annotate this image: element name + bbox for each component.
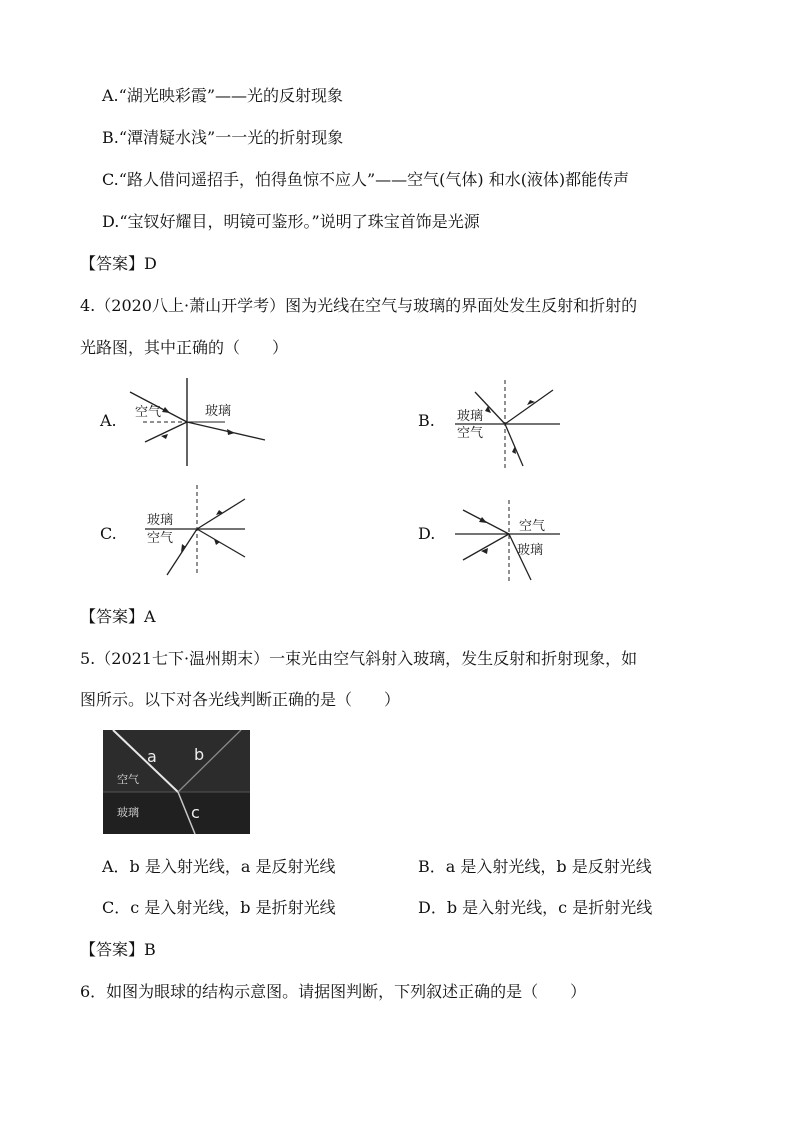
q3-option-b: B.“潭清疑水浅”一一光的折射现象 <box>102 128 344 147</box>
q5-answer: 【答案】B <box>80 940 156 959</box>
q3-answer: 【答案】D <box>80 254 157 273</box>
q4-b-top-medium: 玻璃 <box>457 409 484 424</box>
q4-stem-line2: 光路图，其中正确的（ ） <box>80 338 289 357</box>
q5-option-c: C．c 是入射光线，b 是折射光线 <box>102 898 336 917</box>
q4-c-top-medium: 玻璃 <box>147 513 174 528</box>
q4-option-a-label: A. <box>100 411 117 430</box>
q5-label-air: 空气 <box>117 773 139 786</box>
q5-stem-line2: 图所示。以下对各光线判断正确的是（ ） <box>80 690 401 709</box>
q5-option-d: D．b 是入射光线，c 是折射光线 <box>418 898 653 917</box>
q5-label-c: c <box>191 803 200 822</box>
q5-option-b: B．a 是入射光线，b 是反射光线 <box>418 857 652 876</box>
q5-label-b: b <box>194 745 205 764</box>
q4-diagram-c <box>145 485 255 577</box>
q4-b-bottom-medium: 空气 <box>457 426 484 441</box>
q4-diagram-b <box>455 380 565 470</box>
q3-option-a: A.“湖光映彩霞”——光的反射现象 <box>102 86 344 105</box>
q4-a-top-medium: 空气 <box>135 405 162 420</box>
q4-option-b-label: B. <box>418 411 435 430</box>
q4-stem-line1: 4.（2020八上·萧山开学考）图为光线在空气与玻璃的界面处发生反射和折射的 <box>80 296 638 315</box>
q4-diagram-a <box>125 378 285 466</box>
q5-label-a: a <box>147 747 157 766</box>
q6-stem-line1: 6．如图为眼球的结构示意图。请据图判断，下列叙述正确的是（ ） <box>80 982 587 1001</box>
q4-d-top-medium: 空气 <box>519 519 546 534</box>
q4-option-d-label: D. <box>418 524 436 543</box>
q3-option-c: C.“路人借问遥招手，怕得鱼惊不应人”——空气(气体) 和水(液体)都能传声 <box>102 170 630 189</box>
q4-d-bottom-medium: 玻璃 <box>517 543 544 558</box>
q5-label-glass: 玻璃 <box>117 806 139 819</box>
q5-photo <box>103 730 250 834</box>
q4-diagram-d <box>455 500 565 584</box>
q4-c-bottom-medium: 空气 <box>147 531 174 546</box>
q5-stem-line1: 5.（2021七下·温州期末）一束光由空气斜射入玻璃，发生反射和折射现象，如 <box>80 649 638 668</box>
q4-a-bottom-medium: 玻璃 <box>205 404 232 419</box>
q3-option-d: D.“宝钗好耀目，明镜可鉴形。”说明了珠宝首饰是光源 <box>102 212 480 231</box>
q5-option-a: A．b 是入射光线，a 是反射光线 <box>102 857 336 876</box>
q4-option-c-label: C. <box>100 524 117 543</box>
q4-answer: 【答案】A <box>80 607 156 626</box>
